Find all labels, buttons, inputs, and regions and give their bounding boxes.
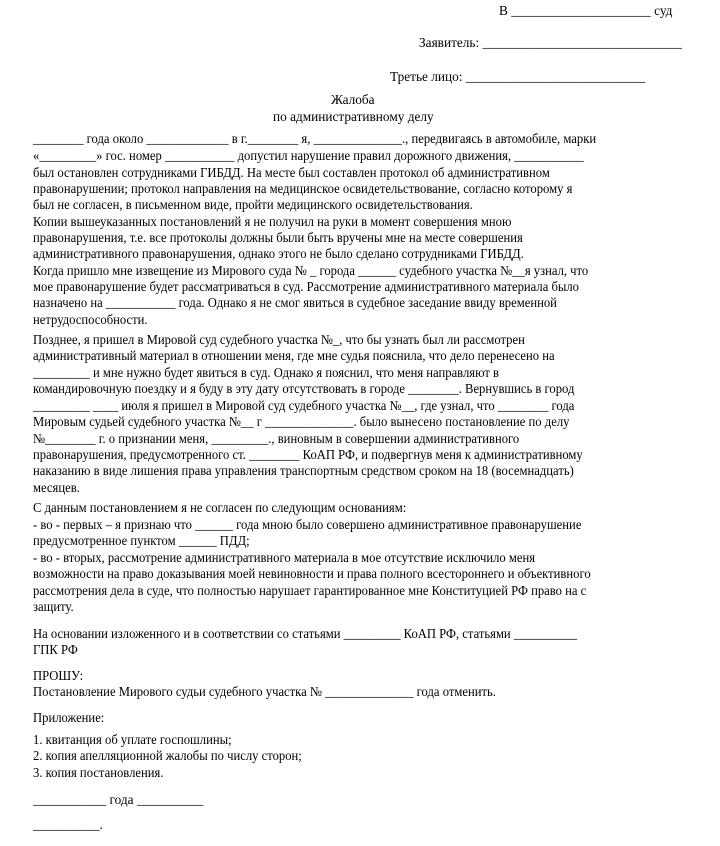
- body-line: С данным постановлением я не согласен по следующим основаниям:: [33, 500, 407, 515]
- document-title: Жалоба: [331, 92, 375, 107]
- body-line: защиту.: [33, 599, 74, 614]
- body-line: «_________» гос. номер ___________ допустил нарушение правил дорожного движения, ___________: [33, 148, 584, 163]
- attachment-item: 1. квитанция об уплате госпошлины;: [33, 732, 232, 747]
- body-line: Копии вышеуказанных постановлений я не получил на руки в момент совершения мною: [33, 214, 512, 229]
- body-line: - во - вторых, рассмотрение административного материала в мое отсутствие исключило меня: [33, 550, 536, 565]
- body-line: рассмотрения дела в суде, что полностью нарушает гарантированное мне Конституцией РФ право на с: [33, 583, 587, 598]
- body-line: административного правонарушения, однако этого не было сделано сотрудниками ГИБДД.: [33, 246, 524, 261]
- applicant-field: Заявитель: ______________________________: [419, 35, 682, 50]
- body-line: ГПК РФ: [33, 642, 78, 657]
- body-line: административный материал в отношении меня, где мне судья пояснила, что дело перенесено на: [33, 348, 555, 363]
- court-field: В _____________________ суд: [499, 3, 673, 18]
- request-heading: ПРОШУ:: [33, 668, 84, 683]
- body-line: ________ года около _____________ в г.________ я, ______________., передвигаясь в автомобиле, марки: [33, 131, 597, 146]
- body-line: _________ ____ июля я пришел в Мировой суд судебного участка №__, где узнал, что ________ года: [33, 398, 575, 413]
- signature-line: __________.: [33, 817, 103, 832]
- body-line: Позднее, я пришел в Мировой суд судебного участка №_, что бы узнать был ли рассмотрен: [33, 332, 525, 347]
- body-line: нетрудоспособности.: [33, 312, 148, 327]
- body-line: мое правонарушение будет рассматриваться в суд. Рассмотрение административного материала было: [33, 279, 579, 294]
- date-signature-line: ___________ года __________: [33, 792, 204, 807]
- body-line: - во - первых – я признаю что ______ года мною было совершено административное правонарушение: [33, 517, 582, 532]
- body-line: правонарушения, т.е. все протоколы должны были быть вручены мне на месте совершения: [33, 230, 523, 245]
- request-text: Постановление Мирового судьи судебного участка № ______________ года отменить.: [33, 684, 496, 699]
- body-line: Мировым судьей судебного участка №__ г ______________. было вынесено постановление по делу: [33, 414, 570, 429]
- body-line: предусмотренное пунктом ______ ПДД;: [33, 533, 250, 548]
- body-line: назначено на ___________ года. Однако я не смог явиться в судебное заседание ввиду временной: [33, 295, 557, 310]
- attachments-heading: Приложение:: [33, 710, 105, 725]
- body-line: Когда пришло мне извещение из Мирового суда № _ города ______ судебного участка №__я узнал, что: [33, 263, 589, 278]
- body-line: На основании изложенного и в соответствии со статьями _________ КоАП РФ, статьями __________: [33, 626, 578, 641]
- third-party-field: Третье лицо: ___________________________: [390, 69, 646, 84]
- body-line: _________ и мне нужно будет явиться в суд. Однако я пояснил, что меня направляют в: [33, 365, 500, 380]
- body-line: наказанию в виде лишения права управления транспортным средством сроком на 18 (восемнадцать): [33, 463, 574, 478]
- body-line: командировочную поездку и я буду в эту дату отсутствовать в городе ________. Вернувшись в город: [33, 381, 575, 396]
- body-line: правонарушении; протокол направления на медицинское освидетельствование, согласно которому я: [33, 181, 573, 196]
- attachment-item: 2. копия апелляционной жалобы по числу сторон;: [33, 748, 302, 763]
- body-line: был не согласен, в письменном виде, пройти медицинского освидетельствования.: [33, 197, 473, 212]
- body-line: №________ г. о признании меня, _________., виновным в совершении административного: [33, 431, 520, 446]
- attachment-item: 3. копия постановления.: [33, 765, 164, 780]
- body-line: возможности на право доказывания моей невиновности и права полного всестороннего и объективного: [33, 566, 591, 581]
- body-line: правонарушения, предусмотренного ст. ________ КоАП РФ, и подвергнув меня к административному: [33, 447, 583, 462]
- body-line: был остановлен сотрудниками ГИБДД. На месте был составлен протокол об административном: [33, 165, 550, 180]
- body-line: месяцев.: [33, 480, 80, 495]
- document-subtitle: по административному делу: [273, 109, 434, 124]
